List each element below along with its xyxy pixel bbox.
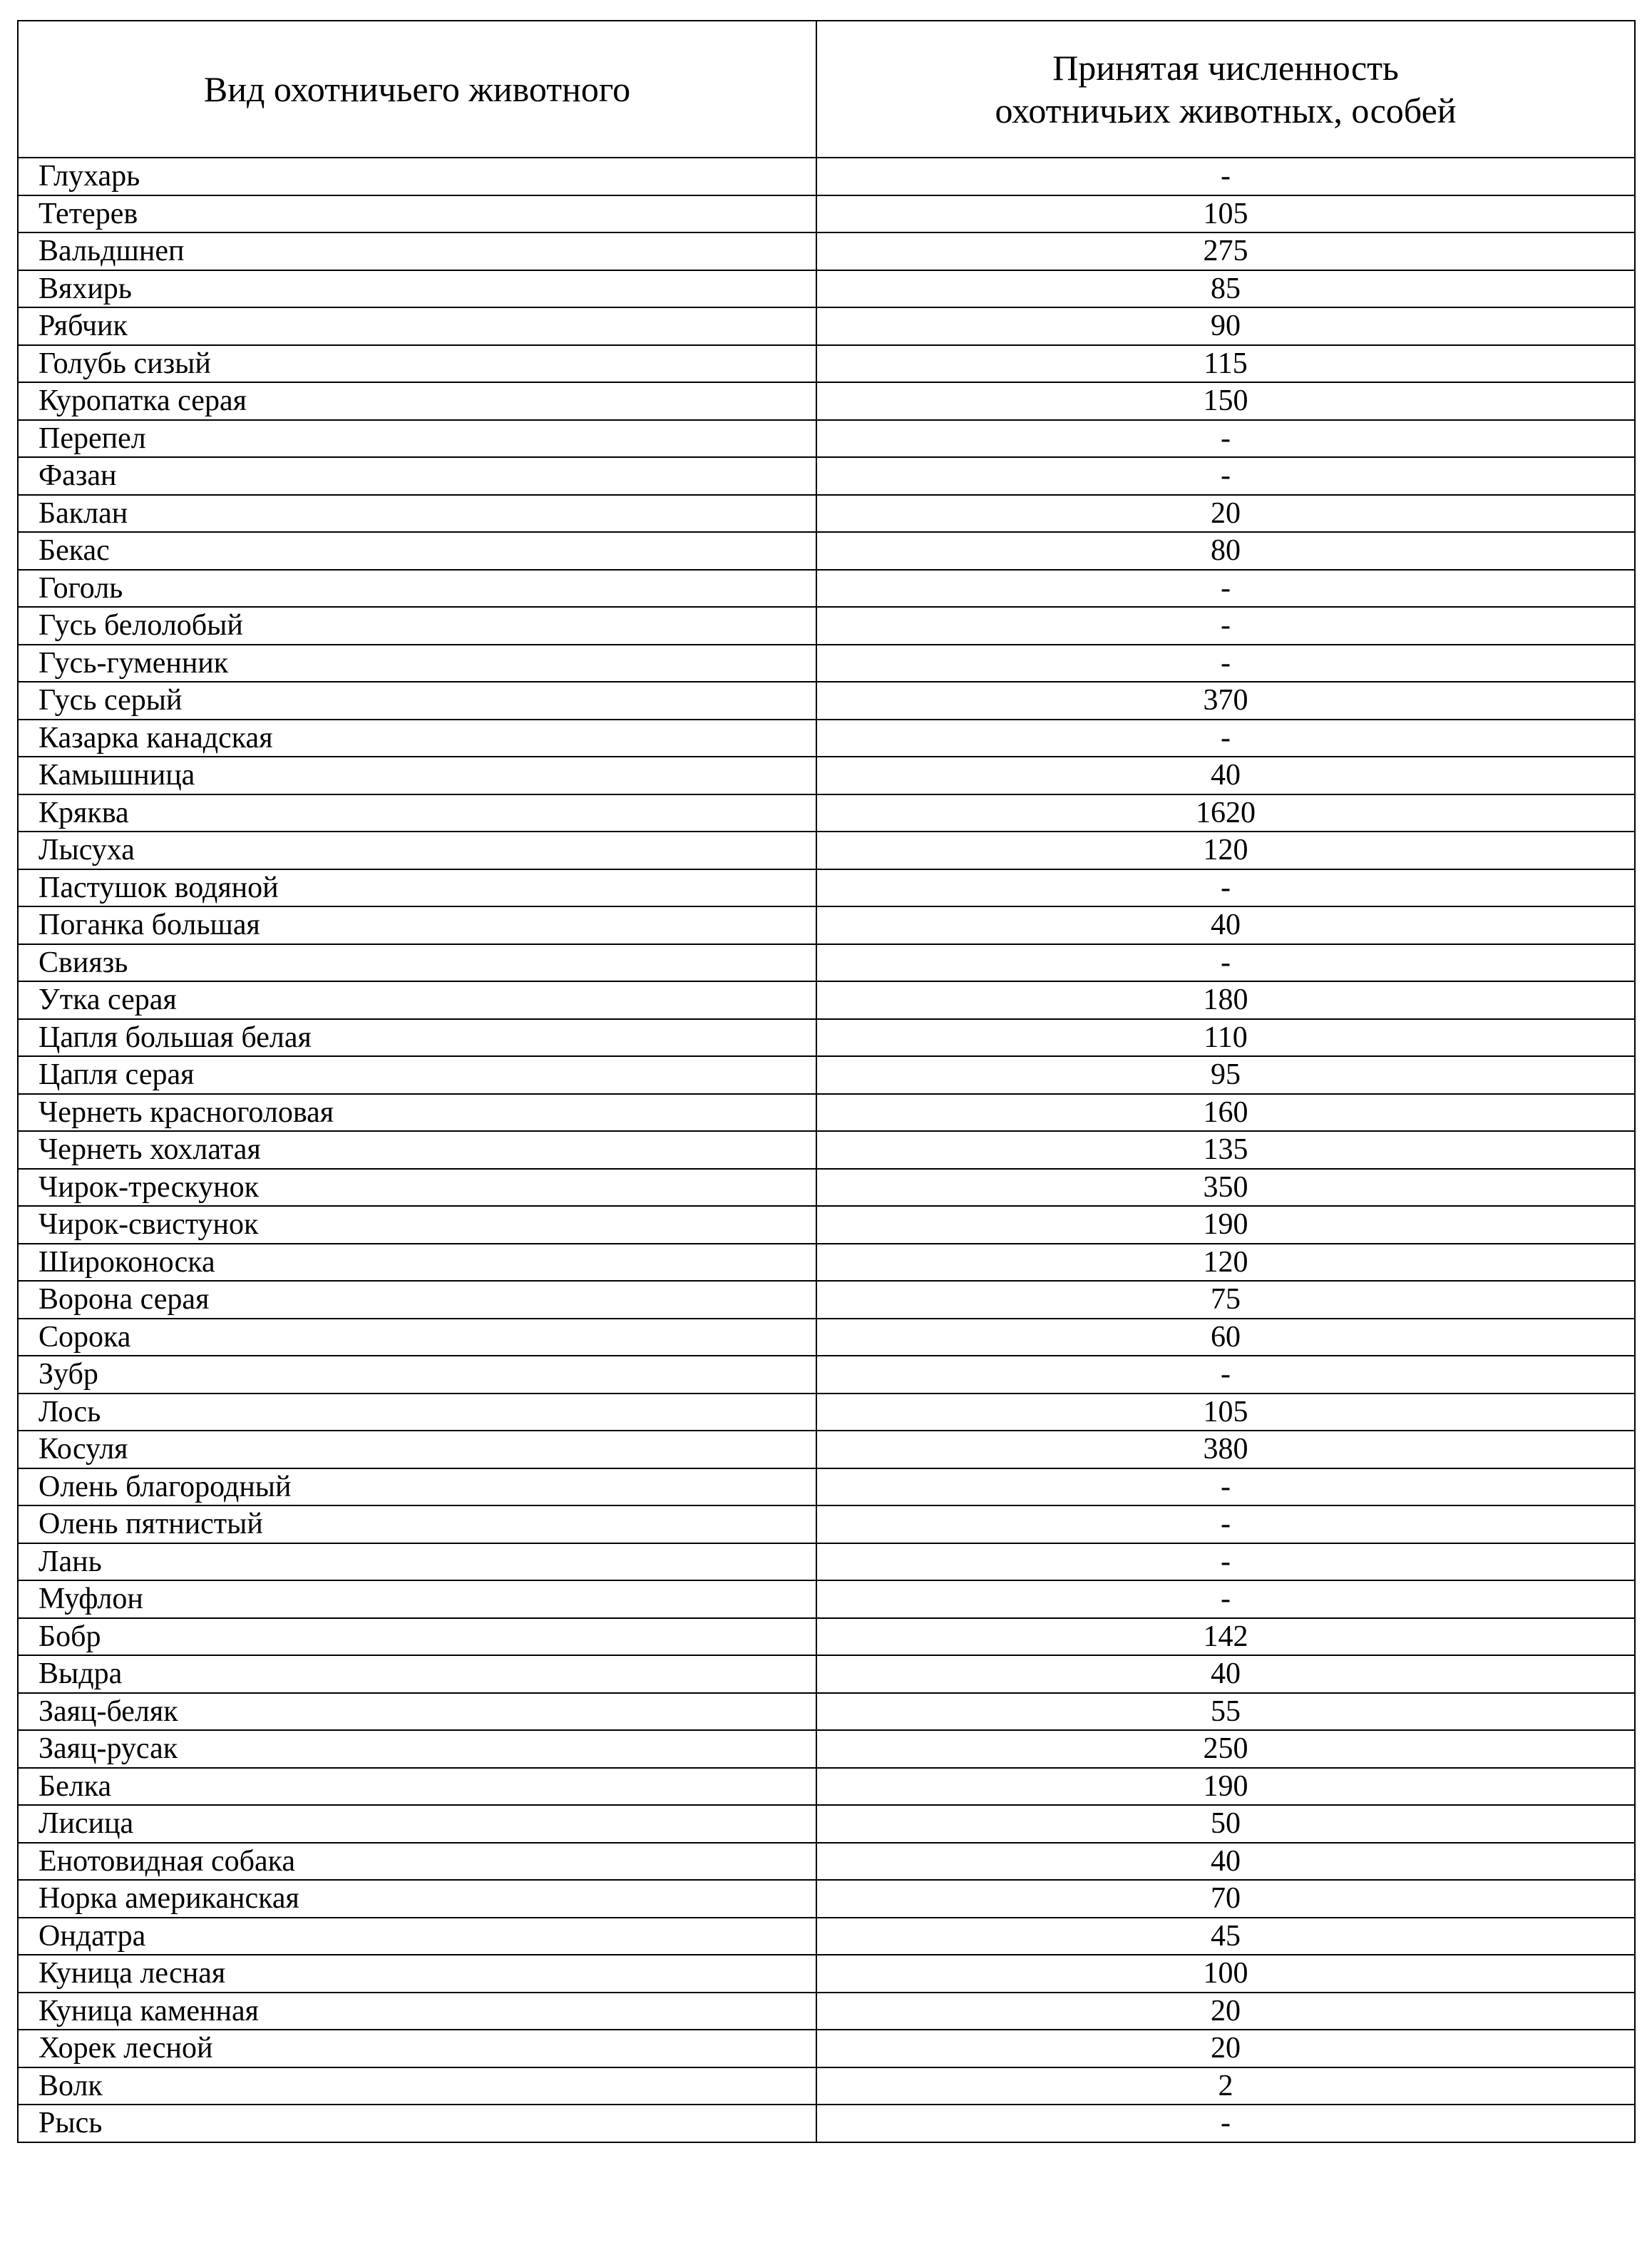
count-cell: 55	[816, 1693, 1635, 1731]
table-row	[18, 1206, 1635, 1244]
table-row	[18, 906, 1635, 944]
species-name-cell: Олень благородный	[18, 1468, 816, 1506]
table-row	[18, 682, 1635, 720]
species-name-cell: Зубр	[18, 1356, 816, 1394]
table-row	[18, 720, 1635, 757]
header-species	[18, 21, 816, 158]
species-name-cell: Гусь белолобый	[18, 607, 816, 645]
table-row	[18, 1131, 1635, 1169]
species-name-cell: Глухарь	[18, 158, 816, 195]
species-name-cell: Свиязь	[18, 944, 816, 982]
count-cell: 105	[816, 195, 1635, 233]
count-cell: 20	[816, 1993, 1635, 2030]
table-row	[18, 1918, 1635, 1955]
species-name-cell: Гоголь	[18, 570, 816, 608]
animal-count-table	[17, 20, 1636, 2143]
species-name-cell: Муфлон	[18, 1580, 816, 1618]
count-cell: 135	[816, 1131, 1635, 1169]
count-cell: 100	[816, 1955, 1635, 1993]
table-row	[18, 1394, 1635, 1431]
species-name-cell: Выдра	[18, 1655, 816, 1693]
count-cell: -	[816, 720, 1635, 757]
table-row	[18, 1843, 1635, 1881]
count-cell: 250	[816, 1730, 1635, 1768]
count-cell: 20	[816, 495, 1635, 533]
species-name-cell: Гусь серый	[18, 682, 816, 720]
header-count	[816, 21, 1635, 158]
table-row	[18, 420, 1635, 458]
table-row	[18, 1805, 1635, 1843]
table-row	[18, 1543, 1635, 1581]
table-row	[18, 382, 1635, 420]
table-row	[18, 570, 1635, 608]
count-cell: 142	[816, 1618, 1635, 1656]
species-name-cell: Олень пятнистый	[18, 1505, 816, 1543]
table-row	[18, 307, 1635, 345]
table-row	[18, 1169, 1635, 1207]
species-name-cell: Кряква	[18, 794, 816, 832]
table-row	[18, 232, 1635, 270]
count-cell: 45	[816, 1918, 1635, 1955]
count-cell: -	[816, 1356, 1635, 1394]
count-cell: 370	[816, 682, 1635, 720]
table-row	[18, 1281, 1635, 1319]
count-cell: 1620	[816, 794, 1635, 832]
species-name-cell: Бобр	[18, 1618, 816, 1656]
species-name-cell: Камышница	[18, 757, 816, 794]
count-cell: 2	[816, 2067, 1635, 2105]
species-name-cell: Фазан	[18, 457, 816, 495]
species-name-cell: Лось	[18, 1394, 816, 1431]
table-row	[18, 457, 1635, 495]
header-count-line1: Принятая численность	[1052, 48, 1399, 88]
species-name-cell: Цапля серая	[18, 1056, 816, 1094]
species-name-cell: Косуля	[18, 1431, 816, 1468]
count-cell: -	[816, 607, 1635, 645]
species-name-cell: Енотовидная собака	[18, 1843, 816, 1881]
table-row	[18, 981, 1635, 1019]
species-name-cell: Ондатра	[18, 1918, 816, 1955]
count-cell: 40	[816, 906, 1635, 944]
count-cell: 40	[816, 1843, 1635, 1881]
count-cell: -	[816, 1580, 1635, 1618]
count-cell: 90	[816, 307, 1635, 345]
species-name-cell: Сорока	[18, 1319, 816, 1356]
table-row	[18, 2030, 1635, 2067]
table-row	[18, 532, 1635, 570]
count-cell: -	[816, 457, 1635, 495]
table-row	[18, 1730, 1635, 1768]
species-name-cell: Куропатка серая	[18, 382, 816, 420]
count-cell: -	[816, 1505, 1635, 1543]
table-header-row	[18, 21, 1635, 158]
count-cell: 105	[816, 1394, 1635, 1431]
species-name-cell: Вяхирь	[18, 270, 816, 308]
species-name-cell: Лань	[18, 1543, 816, 1581]
count-cell: 80	[816, 532, 1635, 570]
table-row	[18, 1056, 1635, 1094]
table-row	[18, 270, 1635, 308]
species-name-cell: Баклан	[18, 495, 816, 533]
species-name-cell: Рысь	[18, 2105, 816, 2142]
count-cell: 160	[816, 1094, 1635, 1132]
table-row	[18, 2067, 1635, 2105]
count-cell: -	[816, 2105, 1635, 2142]
table-row	[18, 1244, 1635, 1282]
species-name-cell: Казарка канадская	[18, 720, 816, 757]
count-cell: 350	[816, 1169, 1635, 1207]
table-row	[18, 1955, 1635, 1993]
count-cell: 180	[816, 981, 1635, 1019]
species-name-cell: Цапля большая белая	[18, 1019, 816, 1057]
species-name-cell: Широконоска	[18, 1244, 816, 1282]
table-row	[18, 1618, 1635, 1656]
count-cell: 110	[816, 1019, 1635, 1057]
count-cell: -	[816, 869, 1635, 907]
count-cell: 95	[816, 1056, 1635, 1094]
species-name-cell: Белка	[18, 1768, 816, 1806]
table-row	[18, 195, 1635, 233]
species-name-cell: Тетерев	[18, 195, 816, 233]
species-name-cell: Пастушок водяной	[18, 869, 816, 907]
table-row	[18, 1019, 1635, 1057]
species-name-cell: Заяц-беляк	[18, 1693, 816, 1731]
table-row	[18, 832, 1635, 869]
table-row	[18, 1580, 1635, 1618]
count-cell: 190	[816, 1768, 1635, 1806]
count-cell: 20	[816, 2030, 1635, 2067]
count-cell: -	[816, 1543, 1635, 1581]
count-cell: 275	[816, 232, 1635, 270]
species-name-cell: Утка серая	[18, 981, 816, 1019]
table-row	[18, 1880, 1635, 1918]
species-name-cell: Вальдшнеп	[18, 232, 816, 270]
header-count-line2: охотничьих животных, особей	[995, 91, 1457, 131]
species-name-cell: Чернеть хохлатая	[18, 1131, 816, 1169]
count-cell: -	[816, 158, 1635, 195]
count-cell: -	[816, 570, 1635, 608]
table-row	[18, 1505, 1635, 1543]
table-row	[18, 1094, 1635, 1132]
table-row	[18, 1655, 1635, 1693]
species-name-cell: Рябчик	[18, 307, 816, 345]
count-cell: 115	[816, 345, 1635, 383]
species-name-cell: Заяц-русак	[18, 1730, 816, 1768]
count-cell: 60	[816, 1319, 1635, 1356]
table-row	[18, 345, 1635, 383]
species-name-cell: Чирок-свистунок	[18, 1206, 816, 1244]
species-name-cell: Куница лесная	[18, 1955, 816, 1993]
species-name-cell: Хорек лесной	[18, 2030, 816, 2067]
species-name-cell: Поганка большая	[18, 906, 816, 944]
header-species-label: Вид охотничьего животного	[203, 69, 631, 109]
table-row	[18, 1319, 1635, 1356]
species-name-cell: Чирок-трескунок	[18, 1169, 816, 1207]
table-row	[18, 757, 1635, 794]
table-row	[18, 1993, 1635, 2030]
count-cell: 190	[816, 1206, 1635, 1244]
table-row	[18, 944, 1635, 982]
count-cell: 150	[816, 382, 1635, 420]
count-cell: 70	[816, 1880, 1635, 1918]
species-name-cell: Лисица	[18, 1805, 816, 1843]
table-row	[18, 794, 1635, 832]
table-row	[18, 869, 1635, 907]
species-name-cell: Волк	[18, 2067, 816, 2105]
table-row	[18, 1768, 1635, 1806]
table-row	[18, 158, 1635, 195]
table-row	[18, 607, 1635, 645]
species-name-cell: Норка американская	[18, 1880, 816, 1918]
table-row	[18, 645, 1635, 682]
count-cell: 50	[816, 1805, 1635, 1843]
count-cell: -	[816, 1468, 1635, 1506]
count-cell: 85	[816, 270, 1635, 308]
species-name-cell: Ворона серая	[18, 1281, 816, 1319]
count-cell: 120	[816, 1244, 1635, 1282]
count-cell: -	[816, 645, 1635, 682]
count-cell: 120	[816, 832, 1635, 869]
species-name-cell: Лысуха	[18, 832, 816, 869]
table-row	[18, 1468, 1635, 1506]
count-cell: -	[816, 420, 1635, 458]
count-cell: 75	[816, 1281, 1635, 1319]
species-name-cell: Чернеть красноголовая	[18, 1094, 816, 1132]
table-body	[18, 158, 1635, 2142]
count-cell: -	[816, 944, 1635, 982]
species-name-cell: Гусь-гуменник	[18, 645, 816, 682]
table-row	[18, 1356, 1635, 1394]
table-row	[18, 1431, 1635, 1468]
species-name-cell: Бекас	[18, 532, 816, 570]
species-name-cell: Перепел	[18, 420, 816, 458]
species-name-cell: Голубь сизый	[18, 345, 816, 383]
count-cell: 380	[816, 1431, 1635, 1468]
count-cell: 40	[816, 757, 1635, 794]
table-row	[18, 495, 1635, 533]
species-name-cell: Куница каменная	[18, 1993, 816, 2030]
table-row	[18, 2105, 1635, 2142]
count-cell: 40	[816, 1655, 1635, 1693]
table-row	[18, 1693, 1635, 1731]
